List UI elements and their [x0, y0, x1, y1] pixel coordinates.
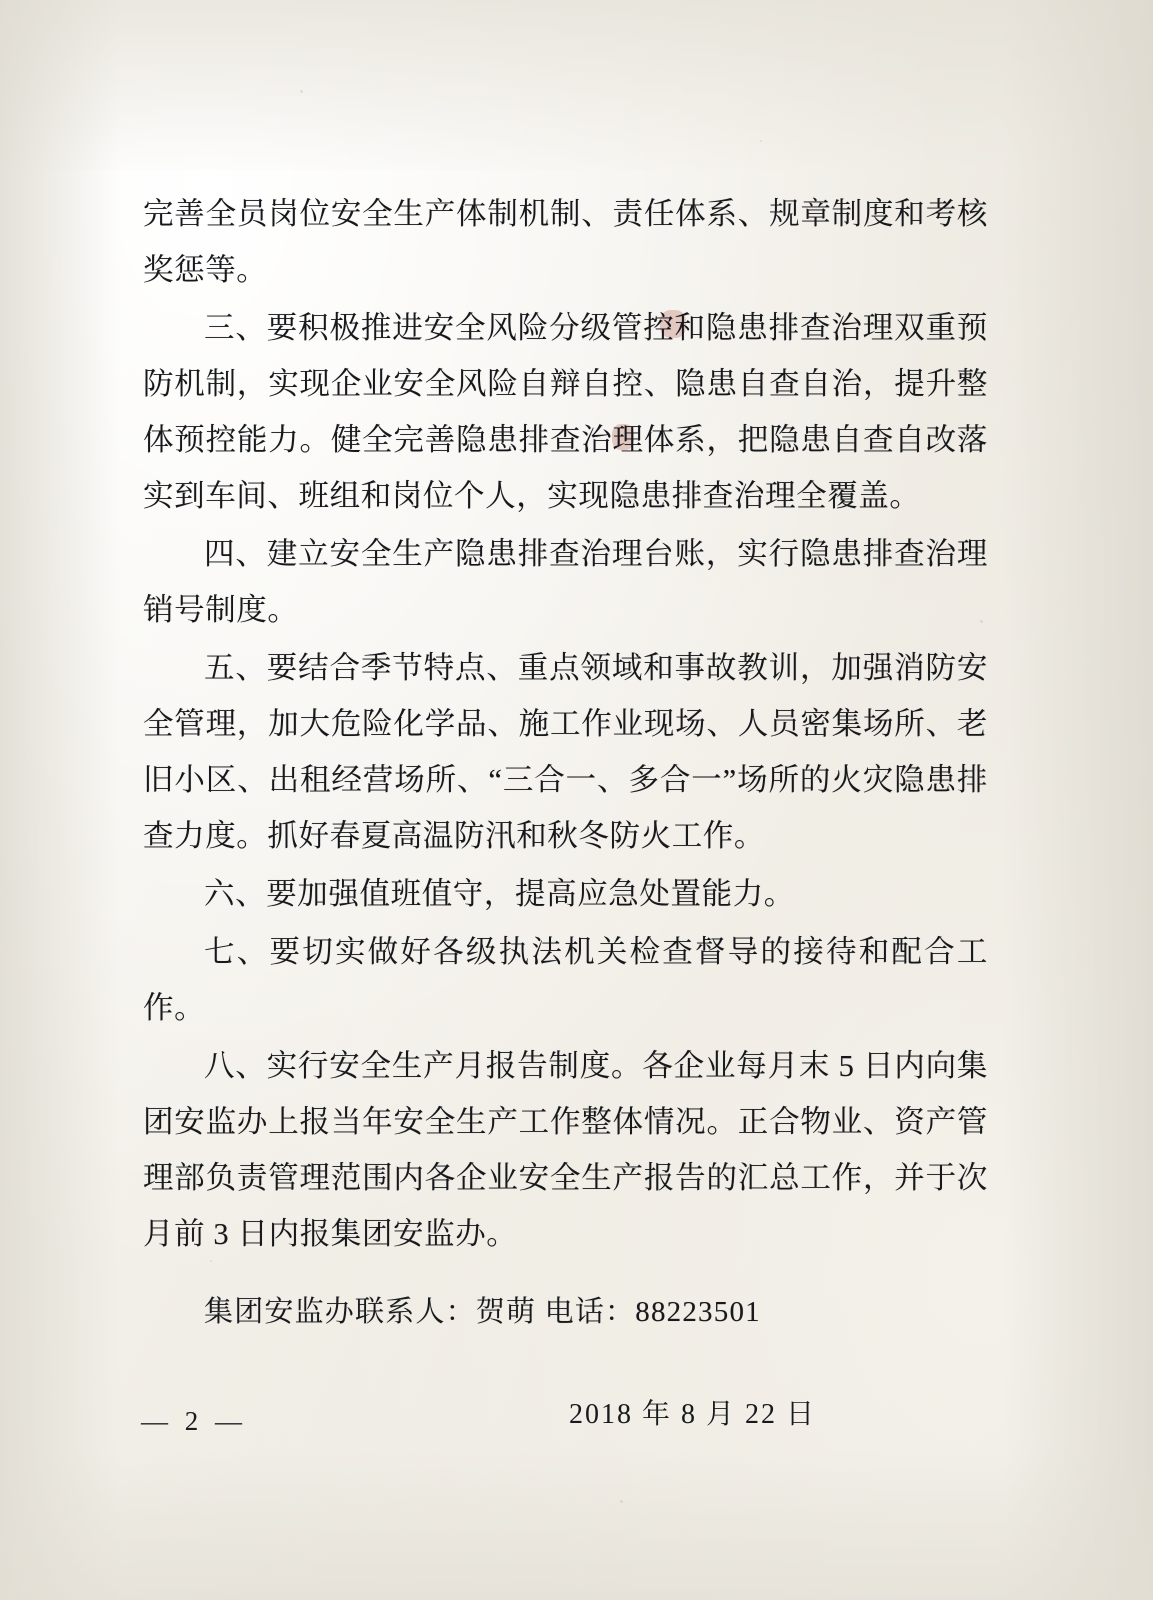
scan-speck — [300, 90, 303, 93]
page-number: — 2 — — [141, 1406, 247, 1436]
document-date: 2018 年 8 月 22 日 — [568, 1399, 816, 1430]
scan-shading-left — [0, 0, 120, 1600]
paragraph-item-5: 五、要结合季节特点、重点领域和事故教训，加强消防安全管理，加大危险化学品、施工作业现场、人员密集场所、老旧小区、出租经营场所、“三合一、多合一”场所的火灾隐患排查力度。抓好春夏高温防汛和秋冬防火工作。 — [143, 651, 988, 853]
paragraph-item-3: 三、要积极推进安全风险分级管控和隐患排查治理双重预防机制，实现企业安全风险自辩自控、隐患自查自治，提升整体预控能力。健全完善隐患排查治理体系，把隐患自查自改落实到车间、班组和岗位个人，实现隐患排查治理全覆盖。 — [143, 311, 988, 513]
scan-shading-right — [1003, 0, 1153, 1600]
paragraph-item-4: 四、建立安全生产隐患排查治理台账，实行隐患排查治理销号制度。 — [143, 537, 988, 627]
scan-shading-top — [0, 0, 1153, 170]
scan-speck — [760, 140, 762, 142]
paragraph-continuation: 完善全员岗位安全生产体制机制、责任体系、规章制度和考核奖惩等。 — [143, 197, 988, 287]
paragraph-item-8: 八、实行安全生产月报告制度。各企业每月末 5 日内向集团安监办上报当年安全生产工作整体情况。正合物业、资产管理部负责管理范围内各企业安全生产报告的汇总工作，并于次月前 3 日内报集团安监办。 — [143, 1049, 988, 1251]
scan-speck — [620, 1500, 623, 1503]
contact-line: 集团安监办联系人：贺萌 电话：88223501 — [204, 1296, 761, 1328]
paragraph-item-7: 七、要切实做好各级执法机关检查督导的接待和配合工作。 — [143, 935, 988, 1025]
scan-shading-bottom — [0, 1450, 1153, 1600]
paragraph-item-6: 六、要加强值班值守，提高应急处置能力。 — [204, 877, 795, 911]
document-body — [143, 186, 988, 1460]
